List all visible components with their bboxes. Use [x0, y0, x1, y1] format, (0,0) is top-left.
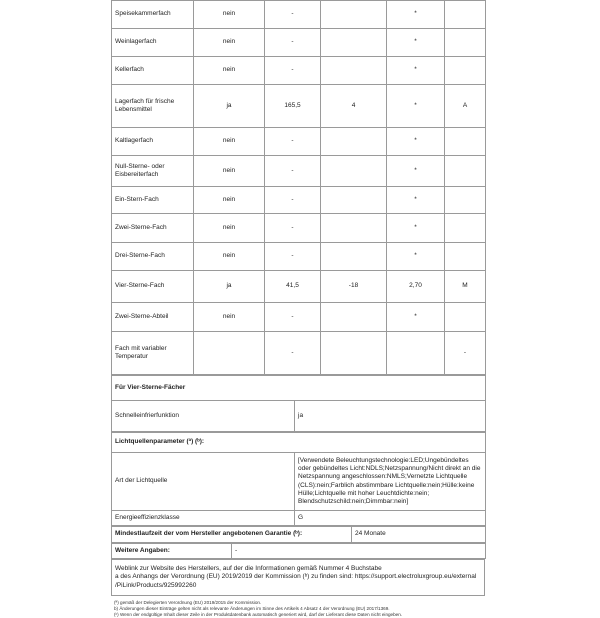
compartment-name: Fach mit variabler Temperatur: [112, 332, 194, 375]
warranty-table: [111, 526, 486, 543]
compartment-class: [445, 187, 486, 214]
warranty-value: 24 Monate: [352, 527, 486, 543]
compartment-energy: *: [387, 187, 445, 214]
product-information-sheet: [111, 0, 485, 617]
further-info-label: Weitere Angaben:: [112, 544, 232, 559]
compartment-volume: -: [265, 243, 321, 271]
compartment-row: [112, 29, 486, 57]
footnote-b: b) Änderungen dieser Einträge gelten nicht als relevante Änderungen im Sinne des Artikels 4 Absatz 4 der Verordnung (EU) 2017/1369.: [114, 605, 390, 611]
compartment-row: [112, 156, 486, 187]
compartment-name: Speisekammerfach: [112, 1, 194, 29]
compartment-energy: 2,70: [387, 271, 445, 303]
compartment-present: nein: [194, 303, 265, 332]
fast-freeze-value: ja: [295, 401, 486, 432]
light-type-value: [Verwendete Beleuchtungstechnologie:LED;Ungebündeltes oder gebündeltes Licht:NDLS;Netzspannung/Nicht direkt an die Netzspannung angeschlossen:NMLS;Vernetzte Lichtquelle (CLS):nein;Farblich abstimmbare Lichtquelle:nein;Hülle:keine Hülle;Lichtquelle mit hoher Leuchtdichte:nein; Blendschutzschild:nein;Dimmbar:nein]: [295, 453, 486, 511]
compartment-energy: *: [387, 128, 445, 156]
compartment-temperature: [321, 243, 387, 271]
further-info-table: [111, 543, 486, 559]
compartment-name: Kaltlagerfach: [112, 128, 194, 156]
light-type-label: Art der Lichtquelle: [112, 453, 295, 511]
compartment-present: [194, 332, 265, 375]
compartment-temperature: [321, 214, 387, 243]
compartment-row: [112, 128, 486, 156]
compartment-energy: *: [387, 85, 445, 128]
compartment-present: nein: [194, 57, 265, 85]
compartment-energy: *: [387, 303, 445, 332]
compartment-class: A: [445, 85, 486, 128]
compartment-temperature: -18: [321, 271, 387, 303]
compartment-class: M: [445, 271, 486, 303]
compartment-volume: -: [265, 1, 321, 29]
compartment-row: [112, 271, 486, 303]
compartment-temperature: [321, 332, 387, 375]
compartment-volume: -: [265, 303, 321, 332]
compartment-class: [445, 29, 486, 57]
footnote-a: (ª) gemäß der Delegierten Verordnung (EU) 2019/2015 der Kommission.: [114, 600, 262, 605]
compartment-temperature: [321, 156, 387, 187]
compartment-class: [445, 57, 486, 85]
compartment-temperature: 4: [321, 85, 387, 128]
compartment-row: [112, 332, 486, 375]
four-star-heading: Für Vier-Sterne-Fächer: [112, 376, 486, 401]
weblink-table: [111, 559, 485, 596]
compartment-row: [112, 303, 486, 332]
compartment-present: ja: [194, 85, 265, 128]
compartment-row: [112, 57, 486, 85]
compartment-energy: *: [387, 57, 445, 85]
compartment-temperature: [321, 128, 387, 156]
compartment-name: Kellerfach: [112, 57, 194, 85]
compartment-present: nein: [194, 214, 265, 243]
compartment-class: [445, 156, 486, 187]
compartment-temperature: [321, 187, 387, 214]
compartment-temperature: [321, 29, 387, 57]
compartment-volume: 165,5: [265, 85, 321, 128]
compartment-volume: -: [265, 57, 321, 85]
compartment-energy: *: [387, 1, 445, 29]
compartment-present: nein: [194, 29, 265, 57]
compartment-row: [112, 85, 486, 128]
weblink-line-2: a des Anhangs der Verordnung (EU) 2019/2019 der Kommission (ᵇ) zu finden sind: https://support.electroluxgroup.eu/external: [115, 573, 477, 581]
compartment-volume: -: [265, 332, 321, 375]
compartment-volume: -: [265, 156, 321, 187]
footnote-c: (ᶜ) Wenn der endgültige Inhalt dieser Zeile in der Produktdatenbank automatisch generiert wird, darf der Lieferant diese Daten nicht eingeben.: [114, 611, 403, 617]
compartment-row: [112, 1, 486, 29]
compartment-class: [445, 1, 486, 29]
compartment-energy: *: [387, 214, 445, 243]
compartment-row: [112, 243, 486, 271]
compartment-name: Zwei-Sterne-Fach: [112, 214, 194, 243]
further-info-value: -: [232, 544, 486, 559]
compartment-name: Lagerfach für frische Lebensmittel: [112, 85, 194, 128]
compartment-class: [445, 243, 486, 271]
compartment-present: nein: [194, 1, 265, 29]
compartment-present: nein: [194, 128, 265, 156]
compartment-name: Null-Sterne- oder Eisbereiterfach: [112, 156, 194, 187]
compartment-table: [111, 0, 486, 375]
compartment-volume: -: [265, 128, 321, 156]
compartment-temperature: [321, 1, 387, 29]
efficiency-class-value: G: [295, 511, 486, 526]
compartment-name: Weinlagerfach: [112, 29, 194, 57]
compartment-temperature: [321, 303, 387, 332]
compartment-name: Ein-Stern-Fach: [112, 187, 194, 214]
weblink-line-3: /PiLink/Products/925992260: [115, 581, 197, 589]
compartment-class: [445, 128, 486, 156]
compartment-name: Drei-Sterne-Fach: [112, 243, 194, 271]
compartment-energy: *: [387, 29, 445, 57]
weblink-cell: [112, 560, 485, 596]
warranty-label: Mindestlaufzeit der vom Hersteller angebotenen Garantie (ᵇ):: [112, 527, 352, 543]
compartment-row: [112, 214, 486, 243]
compartment-present: ja: [194, 271, 265, 303]
compartment-present: nein: [194, 187, 265, 214]
compartment-volume: 41,5: [265, 271, 321, 303]
weblink-line-1: Weblink zur Website des Herstellers, auf der die Informationen gemäß Nummer 4 Buchstabe: [115, 565, 382, 573]
compartment-class: [445, 214, 486, 243]
light-source-table: [111, 432, 486, 526]
compartment-class: [445, 303, 486, 332]
compartment-energy: *: [387, 156, 445, 187]
efficiency-class-label: Energieeffizienzklasse: [112, 511, 295, 526]
four-star-table: [111, 375, 486, 432]
compartment-energy: [387, 332, 445, 375]
compartment-name: Zwei-Sterne-Abteil: [112, 303, 194, 332]
compartment-energy: *: [387, 243, 445, 271]
compartment-volume: -: [265, 214, 321, 243]
compartment-volume: -: [265, 187, 321, 214]
compartment-name: Vier-Sterne-Fach: [112, 271, 194, 303]
compartment-row: [112, 187, 486, 214]
compartment-volume: -: [265, 29, 321, 57]
light-source-heading: Lichtquellenparameter (ª) (ᵇ):: [112, 433, 486, 453]
compartment-present: nein: [194, 243, 265, 271]
compartment-present: nein: [194, 156, 265, 187]
compartment-class: -: [445, 332, 486, 375]
footnotes: [111, 600, 485, 618]
compartment-temperature: [321, 57, 387, 85]
fast-freeze-label: Schnelleinfrierfunktion: [112, 401, 295, 432]
